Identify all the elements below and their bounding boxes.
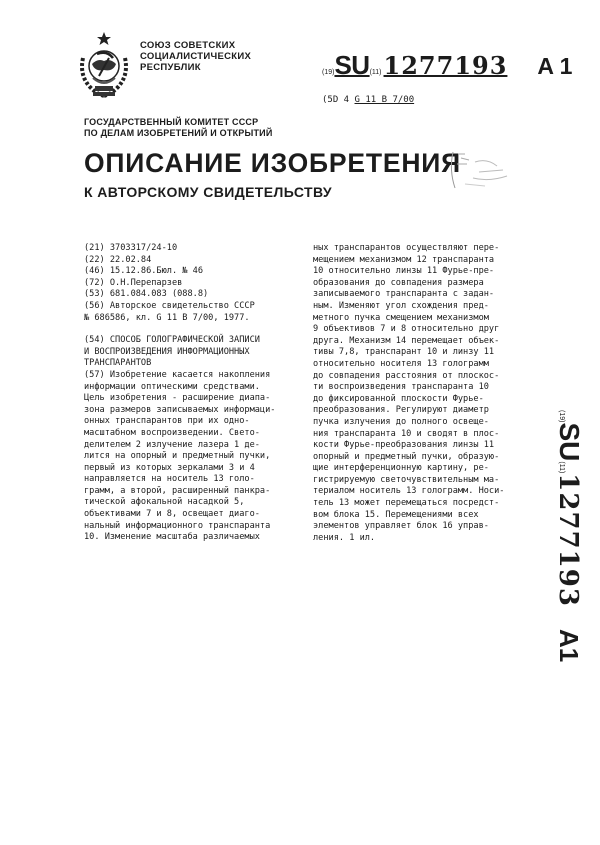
left-column xyxy=(84,243,296,544)
invention-title-line: И ВОСПРОИЗВЕДЕНИЯ ИНФОРМАЦИОННЫХ xyxy=(84,346,250,357)
abstract-line: вом блока 15. Перемещениями всех xyxy=(313,509,479,520)
abstract-line: 10. Изменение масштаба различаемых xyxy=(84,532,260,543)
abstract-line: ти воспроизведения транспаранта 10 xyxy=(313,382,489,393)
code-11: (11) xyxy=(369,69,382,76)
abstract-line: (57) Изобретение касается накопления xyxy=(84,369,271,380)
abstract-line: образования до совпадения размера xyxy=(313,277,484,288)
abstract-line: ным. Изменяют угол схождения пред- xyxy=(313,300,489,311)
library-stamp xyxy=(445,148,520,193)
abstract-line: мещением механизмом 12 транспаранта xyxy=(313,254,495,265)
abstract-line: информации оптическими средствами. xyxy=(84,381,260,392)
abstract-line: записываемого транспаранта с задан- xyxy=(313,289,495,300)
abstract-line: онных транспарантов при их одно- xyxy=(84,416,250,427)
committee-line: ПО ДЕЛАМ ИЗОБРЕТЕНИЙ И ОТКРЫТИЙ xyxy=(84,128,273,138)
side-patent-number: 1277193 xyxy=(553,473,583,607)
biblio-line: (22) 22.02.84 xyxy=(84,254,152,265)
abstract-line: опорный и предметный пучки, образую- xyxy=(313,451,500,462)
union-line: РЕСПУБЛИК xyxy=(140,62,201,73)
abstract-line: пучка излучения до полного освеще- xyxy=(313,416,489,427)
abstract-line: щие интерференционную картину, ре- xyxy=(313,463,489,474)
abstract-line: элементов управляет блок 16 управ- xyxy=(313,521,489,532)
abstract-line: 10 относительно линзы 11 Фурье-пре- xyxy=(313,266,495,277)
abstract-line: зона размеров записываемых информаци- xyxy=(84,404,276,415)
biblio-line: (46) 15.12.86.Бюл. № 46 xyxy=(84,266,203,277)
code-19: (19) xyxy=(322,69,335,76)
abstract-line: направляется на носитель 13 голо- xyxy=(84,474,255,485)
abstract-line: тической афокальной насадкой 5, xyxy=(84,497,245,508)
union-line: СОЦИАЛИСТИЧЕСКИХ xyxy=(140,51,252,62)
right-column xyxy=(313,243,518,544)
abstract-line: гистрируемую светочувствительным ма- xyxy=(313,474,500,485)
abstract-line: преобразования. Регулируют диаметр xyxy=(313,405,489,416)
abstract-line: териалом носитель 13 голограмм. Носи- xyxy=(313,486,505,497)
side-code-11: (11) xyxy=(558,461,565,474)
document-kind: A 1 xyxy=(537,53,573,79)
committee-line: ГОСУДАРСТВЕННЫЙ КОМИТЕТ СССР xyxy=(84,117,259,127)
country-code: SU xyxy=(334,50,370,80)
abstract-line: объективами 7 и 8, освещает диаго- xyxy=(84,509,260,520)
invention-title-line: (54) СПОСОБ ГОЛОГРАФИЧЕСКОЙ ЗАПИСИ xyxy=(84,335,260,346)
document-subtitle: К АВТОРСКОМУ СВИДЕТЕЛЬСТВУ xyxy=(84,184,333,200)
biblio-line: (53) 681.084.083 (088.8) xyxy=(84,289,209,300)
ipc-classification xyxy=(322,95,414,105)
patent-number: 1277193 xyxy=(383,51,508,80)
abstract-line: метного пучка смещением механизмом xyxy=(313,312,489,323)
biblio-line: (56) Авторское свидетельство СССР xyxy=(84,300,255,311)
abstract-line: до совпадения расстояния от плоскос- xyxy=(313,370,500,381)
ussr-emblem xyxy=(73,28,135,102)
abstract-line: масштабном воспроизведении. Свето- xyxy=(84,427,260,438)
abstract-line: Цель изобретения - расширение диапа- xyxy=(84,393,271,404)
abstract-line: ния транспаранта 10 и сводят в плос- xyxy=(313,428,500,439)
abstract-line: ления. 1 ил. xyxy=(313,532,376,543)
side-code-19: (19) xyxy=(558,410,565,423)
abstract-line: нальный информационного транспаранта xyxy=(84,520,271,531)
biblio-line: № 686586, кл. G 11 B 7/00, 1977. xyxy=(84,312,250,323)
side-document-kind: A1 xyxy=(554,628,584,663)
side-country-code: SU xyxy=(554,422,585,462)
abstract-line: тивы 7,8, транспарант 10 и линзу 11 xyxy=(313,347,495,358)
abstract-line: тель 13 может перемещаться посредст- xyxy=(313,498,500,509)
union-name xyxy=(140,40,251,73)
abstract-line: кости Фурье-преобразования линзы 11 xyxy=(313,440,495,451)
union-line: СОЮЗ СОВЕТСКИХ xyxy=(140,40,236,51)
invention-title-line: ТРАНСПАРАНТОВ xyxy=(84,358,152,369)
abstract-line: ных транспарантов осуществляют пере- xyxy=(313,243,500,253)
side-patent-id xyxy=(545,410,585,670)
abstract-line: грамм, а второй, расширенный панкра- xyxy=(84,485,271,496)
abstract-line: первый из которых зеркалами 3 и 4 xyxy=(84,462,255,473)
document-title: ОПИСАНИЕ ИЗОБРЕТЕНИЯ xyxy=(84,148,461,178)
committee-name xyxy=(84,117,273,139)
biblio-line: (72) О.Н.Перепарзев xyxy=(84,277,183,288)
patent-id-line xyxy=(322,50,572,81)
abstract-line: до фиксированной плоскости Фурье- xyxy=(313,393,484,404)
abstract-line: делителем 2 излучение лазера 1 де- xyxy=(84,439,260,450)
code-51: (5D 4 xyxy=(322,95,350,105)
abstract-line: 9 объективов 7 и 8 относительно друг xyxy=(313,324,500,335)
ipc-code: G 11 B 7/00 xyxy=(354,95,415,105)
abstract-line: относительно носителя 13 голограмм xyxy=(313,358,489,369)
biblio-line: (21) 3703317/24-10 xyxy=(84,243,178,253)
abstract-line: друга. Механизм 14 перемещает объек- xyxy=(313,335,500,346)
abstract-line: лится на опорный и предметный пучки, xyxy=(84,451,271,462)
